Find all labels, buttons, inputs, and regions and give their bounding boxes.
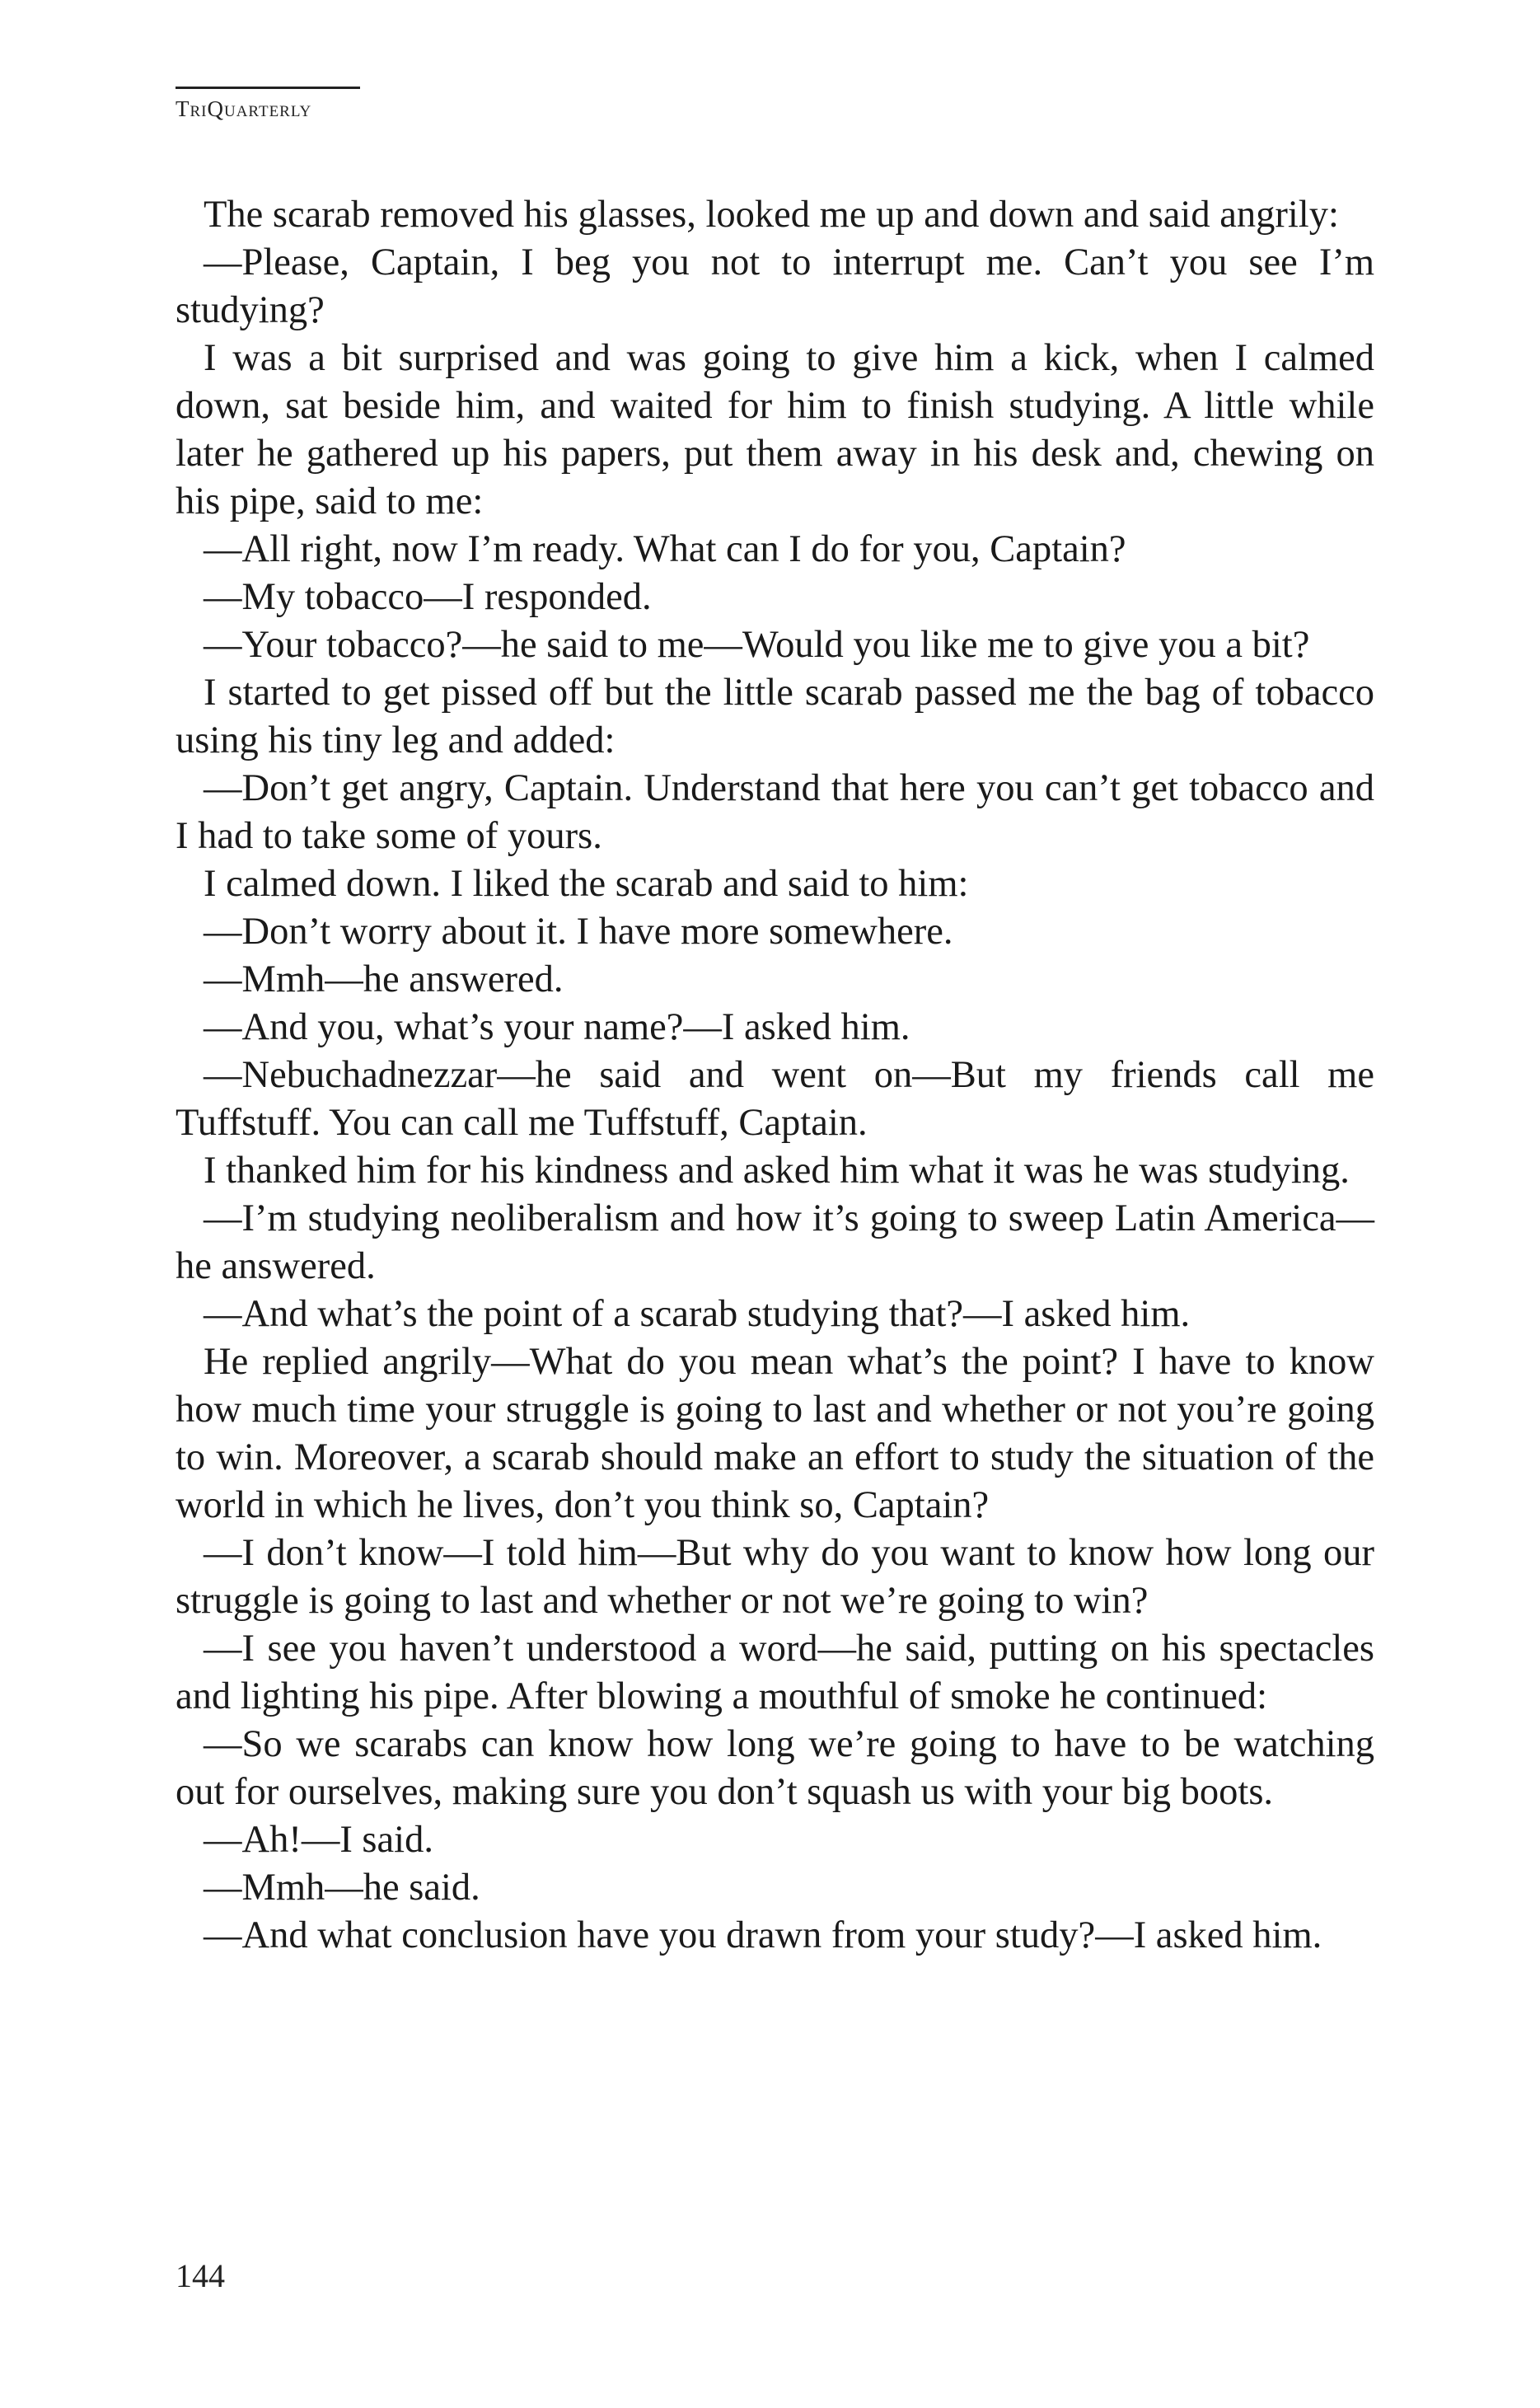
paragraph: I started to get pissed off but the little scarab passed me the bag of tobacco using his tiny leg and added: [176,672,1374,761]
running-head: TriQuarterly [176,96,312,121]
paragraph: —I see you haven’t understood a word—he said, putting on his spectacles and lighting his pipe. After blowing a mouthful of smoke he continued: [176,1628,1374,1717]
paragraph: —Mmh—he said. [204,1867,480,1909]
paragraph: —Don’t get angry, Captain. Understand that here you can’t get tobacco and I had to take some of yours. [176,767,1374,857]
paragraph: —Don’t worry about it. I have more somewhere. [204,911,953,953]
paragraph: —All right, now I’m ready. What can I do for you, Captain? [204,528,1126,570]
paragraph: —And you, what’s your name?—I asked him. [204,1006,910,1048]
paragraph: —Ah!—I said. [204,1819,433,1861]
paragraph: The scarab removed his glasses, looked me up and down and said angrily: [204,194,1339,236]
paragraph: —I don’t know—I told him—But why do you want to know how long our struggle is going to last and whether or not we’re going to win? [176,1532,1374,1622]
paragraph: —My tobacco—I responded. [204,576,652,618]
running-head-rule [176,87,360,89]
paragraph: —Please, Captain, I beg you not to interrupt me. Can’t you see I’m studying? [176,241,1374,331]
paragraph: —So we scarabs can know how long we’re going to have to be watching out for ourselves, making sure you don’t squash us with your big boots. [176,1723,1374,1813]
paragraph: —And what conclusion have you drawn from your study?—I asked him. [204,1914,1322,1956]
page-number: 144 [176,2257,225,2294]
paragraph: He replied angrily—What do you mean what’s the point? I have to know how much time your struggle is going to last and whether or not you’re going to win. Moreover, a scarab should make an effort to study the situation of the world in which he lives, don’t you think so, Captain? [176,1341,1374,1526]
paragraph: I was a bit surprised and was going to give him a kick, when I calmed down, sat beside him, and waited for him to finish studying. A little while later he gathered up his papers, put them away in his desk and, chewing on his pipe, said to me: [176,337,1374,522]
paragraph: —And what’s the point of a scarab studying that?—I asked him. [204,1293,1191,1335]
paragraph: —Mmh—he answered. [204,958,564,1000]
paragraph: I calmed down. I liked the scarab and said to him: [204,863,969,905]
paragraph: I thanked him for his kindness and asked him what it was he was studying. [204,1150,1350,1192]
body-text [176,191,1374,1960]
paragraph: —Nebuchadnezzar—he said and went on—But my friends call me Tuffstuff. You can call me Tuffstuff, Captain. [176,1054,1374,1144]
paragraph: —I’m studying neoliberalism and how it’s going to sweep Latin America—he answered. [176,1197,1374,1287]
paragraph: —Your tobacco?—he said to me—Would you like me to give you a bit? [204,624,1310,666]
